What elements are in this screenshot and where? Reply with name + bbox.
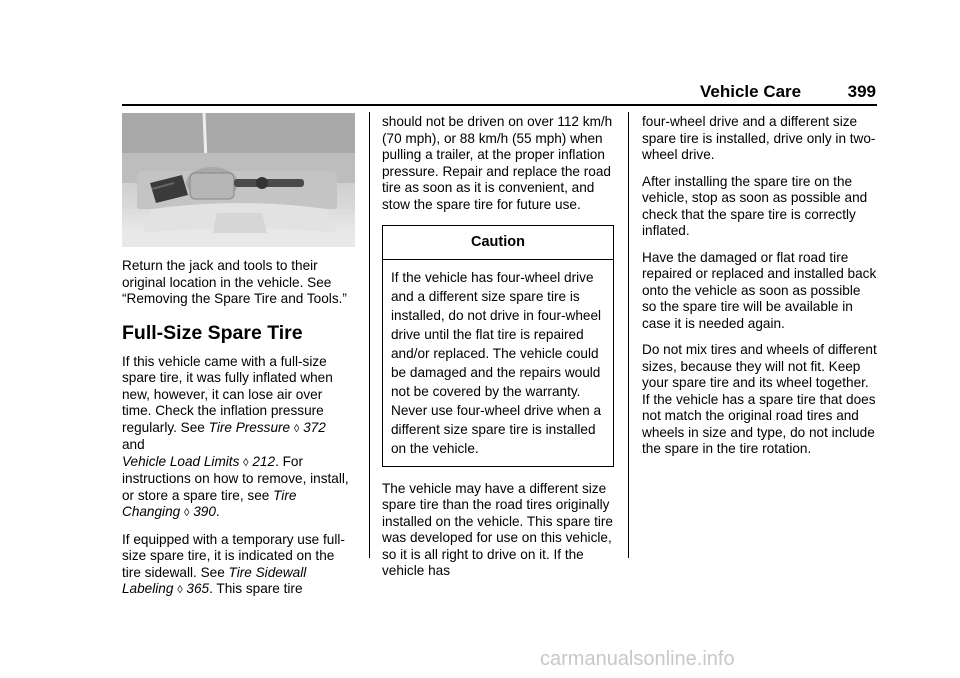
xref-page[interactable]: 365 xyxy=(186,581,210,596)
jack-storage-illustration xyxy=(122,113,355,247)
jack-storage-photo xyxy=(122,113,355,247)
mix-tires-paragraph: Do not mix tires and wheels of different sizes, because they will not fit. Keep your spare tire and its wheel together. If the vehicle has a spare tire that does not match the original road tires and wheels in size and type, do not include the spare in the tire rotation. xyxy=(642,342,877,456)
speed-limit-paragraph: should not be driven on over 112 km/h (70 mph), or 88 km/h (55 mph) when pulling a trailer, at the proper inflation pressure. Repair and replace the road tire as soon as it is convenient, and stow the spare tire for future use. xyxy=(382,114,613,212)
temporary-spare-paragraph: If equipped with a temporary use full-size spare tire, it is indicated on the tire sidewall. See Tire Sidewall Labeling ◊ 365. This spare tire xyxy=(122,531,345,596)
xref-page[interactable]: 372 xyxy=(303,419,326,435)
page-number: 399 xyxy=(847,82,876,101)
xref-tire-pressure[interactable]: Tire Pressure xyxy=(208,419,291,435)
page-header xyxy=(700,82,876,102)
watermark: carmanualsonline.info xyxy=(540,648,735,670)
different-size-paragraph: The vehicle may have a different size spare tire than the road tires originally installed on the vehicle. This spare tire was developed for use on this vehicle, so it is all right to drive on it. If the vehicle has xyxy=(382,480,613,578)
return-jack-paragraph: Return the jack and tools to their original location in the vehicle. See “Removing the Spare Tire and Tools.” xyxy=(122,258,347,306)
column-3 xyxy=(642,114,878,468)
full-size-spare-paragraph: If this vehicle came with a full-size spare tire, it was fully inflated when new, however, it can lose air over time. Check the inflation pressure regularly. See Tire Pressure ◊ 372 and Vehicle Load Limits ◊ 212. For instructions on how to remove, install, or store a spare tire, see Tire Changing ◊ 390. xyxy=(122,353,349,519)
xref-page[interactable]: 212 xyxy=(252,453,276,469)
after-installing-paragraph: After installing the spare tire on the vehicle, stop as soon as possible and check that the spare tire is correctly inflated. xyxy=(642,173,868,238)
xref-page[interactable]: 390 xyxy=(193,504,216,519)
column-2 xyxy=(382,114,614,590)
page-ref-icon: ◊ xyxy=(177,584,183,596)
caution-title: Caution xyxy=(383,226,613,260)
caution-body: If the vehicle has four-wheel drive and a different size spare tire is installed, do not drive in four-wheel drive until the flat tire is repaired and/or replaced. The vehicle could be damaged and the repairs would not be covered by the warranty. Never use four-wheel drive when a different size spare tire is installed on the vehicle. xyxy=(391,269,602,456)
page-ref-icon: ◊ xyxy=(183,507,190,519)
xref-vehicle-load-limits[interactable]: Vehicle Load Limits xyxy=(122,453,240,469)
caution-box xyxy=(382,225,614,467)
xref-tire-changing[interactable]: Tire Changing xyxy=(122,487,297,519)
page-ref-icon: ◊ xyxy=(293,422,300,435)
repair-paragraph: Have the damaged or flat road tire repaired or replaced and installed back onto the vehicle as soon as possible so the spare tire will be available in case it is needed again. xyxy=(642,249,877,331)
column-divider xyxy=(628,112,629,558)
section-heading: Full-Size Spare Tire xyxy=(122,321,303,344)
section-title: Vehicle Care xyxy=(700,82,802,101)
page-ref-icon: ◊ xyxy=(243,456,249,469)
column-divider xyxy=(369,112,370,558)
header-rule xyxy=(122,104,877,106)
xref-tire-sidewall-labeling[interactable]: Tire Sidewall Labeling xyxy=(122,564,307,596)
two-wheel-drive-paragraph: four-wheel drive and a different size spare tire is installed, drive only in two-wheel drive. xyxy=(642,114,876,162)
column-1 xyxy=(122,258,354,609)
